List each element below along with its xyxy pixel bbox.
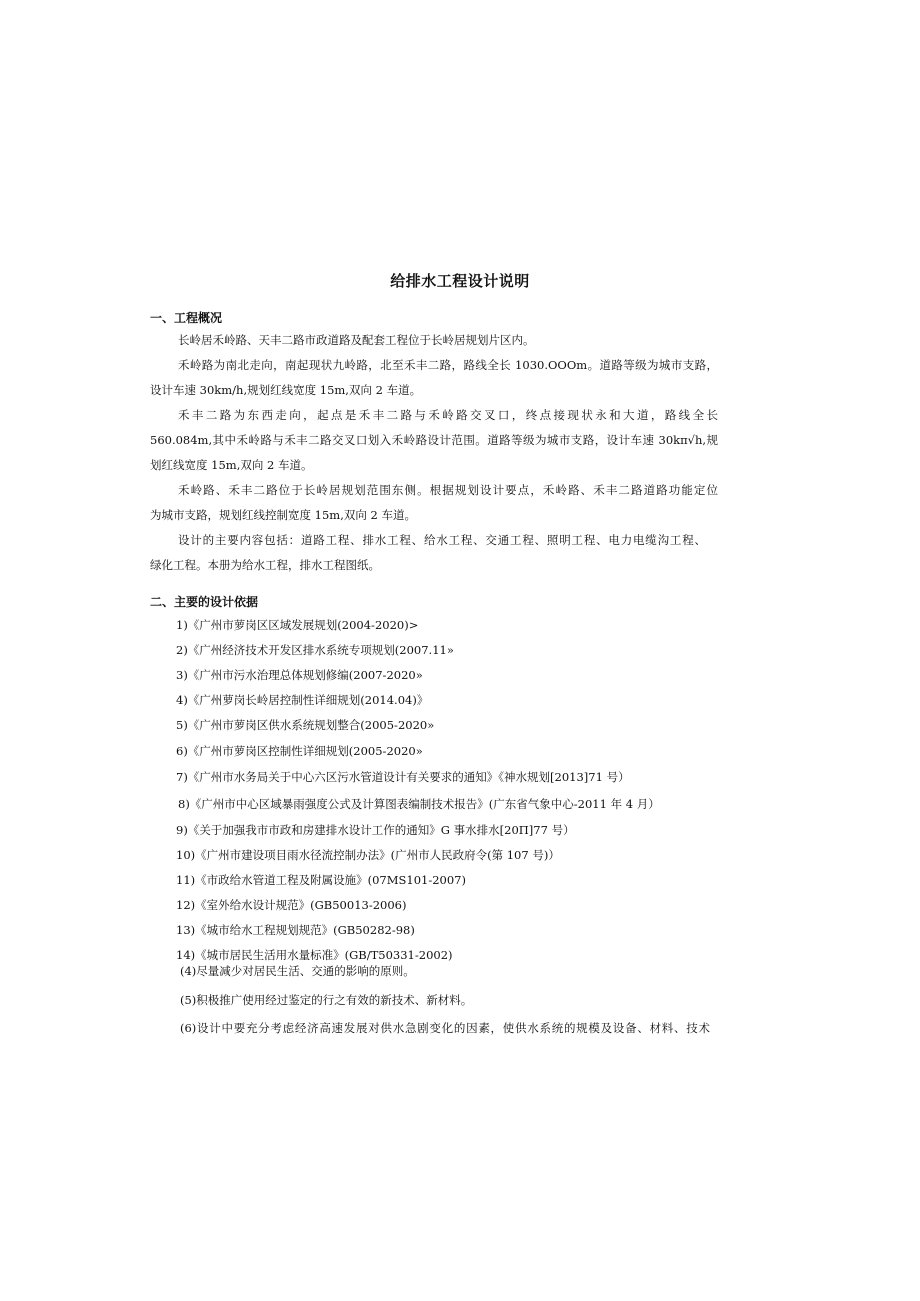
reference-item: 11)《市政给水管道工程及附属设施》(07MS101-2007): [176, 873, 466, 887]
reference-item: 3)《广州市污水治理总体规划修编(2007-2020»: [176, 668, 423, 682]
reference-item: 10)《广州市建设项目雨水径流控制办法》(广州市人民政府令(第 107 号)）: [176, 848, 560, 862]
reference-item: 1)《广州市萝岗区区域发展规划(2004-2020)>: [176, 618, 419, 632]
reference-item: 9)《关于加强我市市政和房建排水设计工作的通知》G 事水排水[20Π]77 号）: [176, 823, 575, 837]
section1-heading: 一、工程概况: [150, 311, 223, 325]
paragraph-line: 长岭居禾岭路、天丰二路市政道路及配套工程位于长岭居规划片区内。: [178, 333, 535, 347]
reference-item: 5)《广州市萝岗区供水系统规划整合(2005-2020»: [176, 718, 435, 732]
reference-item: 4)《广州萝岗长岭居控制性详细规划(2014.04)》: [176, 693, 429, 707]
paragraph-line: 设计车速 30km/h,规划红线宽度 15m,双向 2 车道。: [150, 383, 422, 397]
paragraph-line: 为城市支路，规划红线控制宽度 15m,双向 2 车道。: [150, 508, 416, 522]
paragraph-line: 禾岭路、禾丰二路位于长岭居规划范围东侧。根据规划设计要点，禾岭路、禾丰二路道路功能定位: [178, 483, 718, 497]
paragraph-line: 划红线宽度 15m,双向 2 车道。: [150, 458, 313, 472]
paragraph-line: 禾丰二路为东西走向，起点是禾丰二路与禾岭路交叉口，终点接现状永和大道，路线全长: [178, 408, 718, 422]
reference-item: 14)《城市居民生活用水量标准》(GB/T50331-2002): [176, 948, 453, 962]
paragraph-line: 560.084m,其中禾岭路与禾丰二路交叉口划入禾岭路设计范围。道路等级为城市支路，设计车速 30kπ√h,规: [150, 433, 718, 447]
reference-item: 7)《广州市水务局关于中心六区污水管道设计有关要求的通知》《神水规划[2013]71 号）: [176, 770, 630, 784]
reference-item: 6)《广州市萝岗区控制性详细规划(2005-2020»: [176, 744, 423, 758]
reference-item: 13)《城市给水工程规划规范》(GB50282-98): [176, 923, 415, 937]
paragraph-line: 绿化工程。本册为给水工程，排水工程图纸。: [150, 558, 380, 572]
document-title: 给排水工程设计说明: [390, 272, 530, 290]
principle-item: (5)积极推广使用经过鉴定的行之有效的新技术、新材料。: [180, 993, 473, 1007]
section2-heading: 二、主要的设计依据: [150, 595, 259, 609]
reference-item: 12)《室外给水设计规范》(GB50013-2006): [176, 898, 407, 912]
reference-item: 8)《广州市中心区域暴雨强度公式及计算图表编制技术报告》(广东省气象中心-2011 年 4 月）: [178, 797, 660, 811]
paragraph-line: 禾岭路为南北走向，南起现状九岭路，北至禾丰二路，路线全长 1030.OOOm。道路等级为城市支路，: [178, 358, 718, 372]
reference-item: 2)《广州经济技术开发区排水系统专项规划(2007.11»: [176, 643, 454, 657]
paragraph-line: 设计的主要内容包括：道路工程、排水工程、给水工程、交通工程、照明工程、电力电缆沟工程、: [178, 533, 706, 547]
principle-item: (6)设计中要充分考虑经济高速发展对供水急剧变化的因素，使供水系统的规模及设备、材料、技术: [180, 1021, 710, 1035]
principle-item: (4)尽量减少对居民生活、交通的影响的原则。: [180, 964, 415, 978]
